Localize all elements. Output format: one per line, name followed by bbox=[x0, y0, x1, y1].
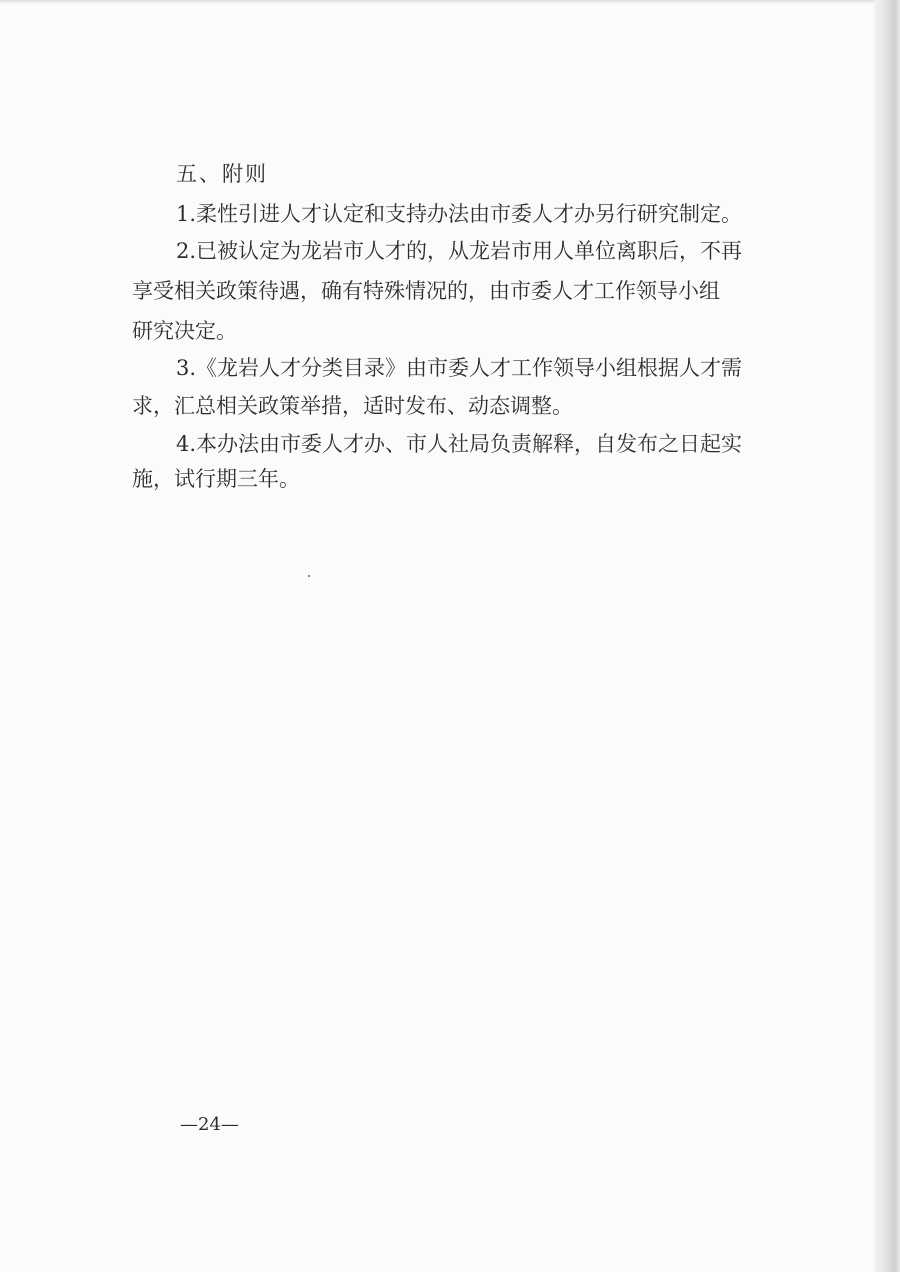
section-heading: 五、附则 bbox=[176, 162, 268, 186]
scan-speck bbox=[308, 575, 310, 577]
item-2-line-2: 享受相关政策待遇，确有特殊情况的，由市委人才工作领导小组 bbox=[132, 279, 720, 303]
scan-top-edge bbox=[0, 0, 900, 4]
item-4-line-2: 施，试行期三年。 bbox=[132, 467, 300, 491]
item-2-line-3: 研究决定。 bbox=[132, 319, 237, 343]
item-3-line-2: 求，汇总相关政策举措，适时发布、动态调整。 bbox=[132, 394, 573, 418]
item-2-line-1: 2.已被认定为龙岩市人才的，从龙岩市用人单位离职后，不再 bbox=[176, 239, 743, 263]
scan-right-edge bbox=[874, 0, 900, 1272]
item-4-line-1: 4.本办法由市委人才办、市人社局负责解释，自发布之日起实 bbox=[176, 432, 743, 456]
item-1-line-1: 1.柔性引进人才认定和支持办法由市委人才办另行研究制定。 bbox=[176, 202, 743, 226]
item-3-line-1: 3.《龙岩人才分类目录》由市委人才工作领导小组根据人才需 bbox=[176, 356, 743, 380]
page-number: —24— bbox=[180, 1114, 239, 1135]
